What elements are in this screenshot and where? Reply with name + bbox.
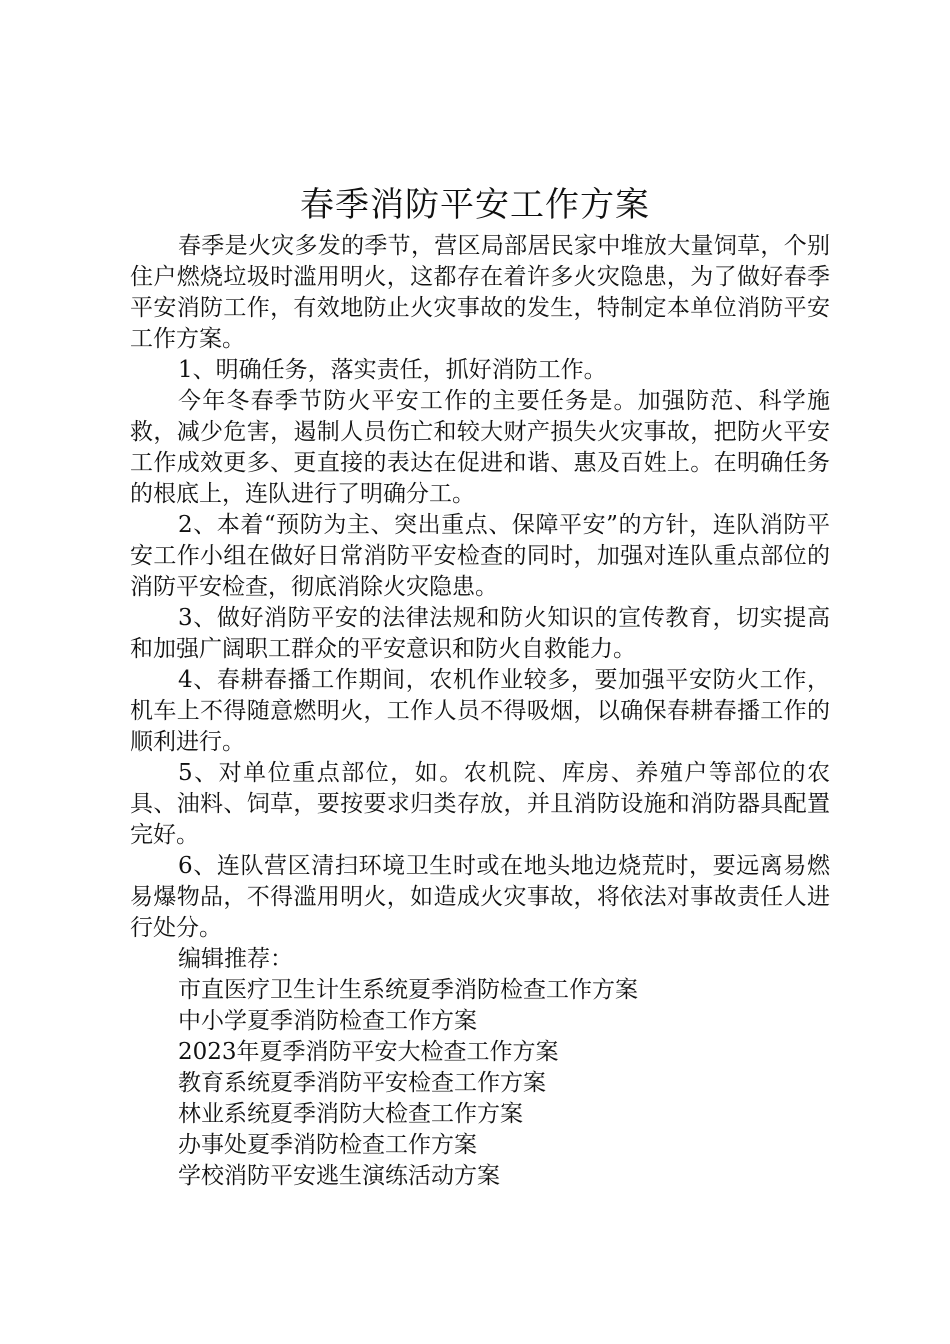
recommendation-link[interactable]: 2023年夏季消防平安大检查工作方案 [178, 1039, 559, 1065]
paragraph-intro: 春季是火灾多发的季节，营区局部居民家中堆放大量饲草，个别住户燃烧垃圾时滥用明火，这都存在着许多火灾隐患，为了做好春季平安消防工作，有效地防止火灾事故的发生，特制定本单位消防平安工作方案。 [130, 233, 830, 352]
paragraph-item-4: 4、春耕春播工作期间，农机作业较多，要加强平安防火工作，机车上不得随意燃明火，工作人员不得吸烟，以确保春耕春播工作的顺利进行。 [130, 667, 830, 755]
recommendation-link[interactable]: 林业系统夏季消防大检查工作方案 [178, 1101, 523, 1127]
paragraph-item-1: 1、明确任务，落实责任，抓好消防工作。 [178, 357, 607, 383]
paragraph-item-3: 3、做好消防平安的法律法规和防火知识的宣传教育，切实提高和加强广阔职工群众的平安意识和防火自救能力。 [130, 605, 830, 662]
recommendations-list [130, 975, 830, 1192]
recommendation-link[interactable]: 学校消防平安逃生演练活动方案 [178, 1163, 500, 1189]
paragraph-item-6: 6、连队营区清扫环境卫生时或在地头地边烧荒时，要远离易燃易爆物品，不得滥用明火，如造成火灾事故，将依法对事故责任人进行处分。 [130, 853, 830, 941]
recommendation-link[interactable]: 教育系统夏季消防平安检查工作方案 [178, 1070, 546, 1096]
paragraph-item-2: 2、本着“预防为主、突出重点、保障平安”的方针，连队消防平安工作小组在做好日常消防平安检查的同时，加强对连队重点部位的消防平安检查，彻底消除火灾隐患。 [130, 512, 830, 600]
recommendation-link[interactable]: 市直医疗卫生计生系统夏季消防检查工作方案 [178, 977, 638, 1003]
paragraph-task-detail: 今年冬春季节防火平安工作的主要任务是。加强防范、科学施救，减少危害，遏制人员伤亡和较大财产损失火灾事故，把防火平安工作成效更多、更直接的表达在促进和谐、惠及百姓上。在明确任务的根底上，连队进行了明确分工。 [130, 388, 830, 507]
recommendation-link[interactable]: 中小学夏季消防检查工作方案 [178, 1008, 477, 1034]
recommendations-heading: 编辑推荐： [178, 946, 293, 972]
recommendation-link[interactable]: 办事处夏季消防检查工作方案 [178, 1132, 477, 1158]
document-title: 春季消防平安工作方案 [300, 185, 650, 225]
paragraph-item-5: 5、对单位重点部位，如。农机院、库房、养殖户等部位的农具、油料、饲草，要按要求归类存放，并且消防设施和消防器具配置完好。 [130, 760, 830, 848]
document-body [130, 231, 830, 1192]
